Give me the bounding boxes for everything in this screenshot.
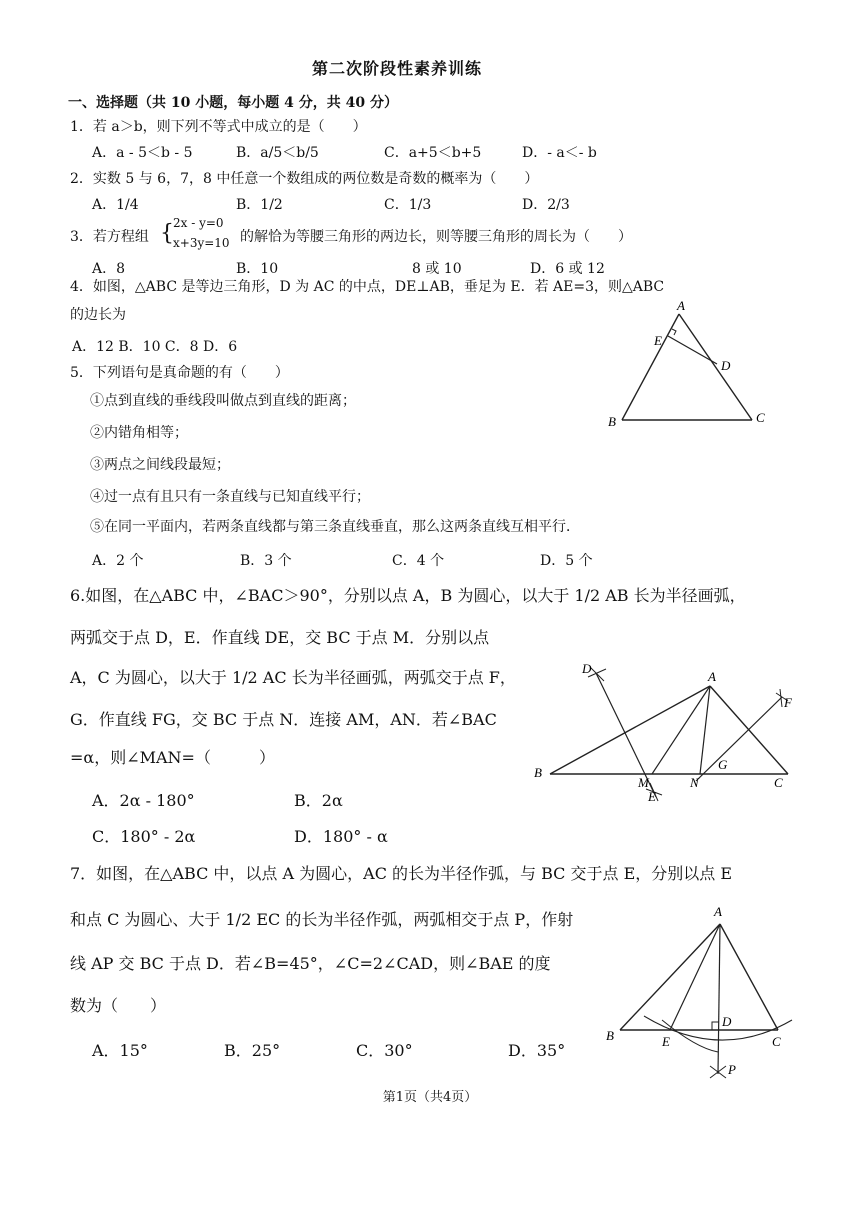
q6-label-g: G [718, 757, 728, 772]
q7-label-p: P [728, 1062, 736, 1077]
q4-label-b: B [608, 414, 616, 429]
q6-line3: A，C 为圆心，以大于 1/2 AC 长为半径画弧，两弧交于点 F， [70, 668, 516, 687]
q4-figure [600, 300, 780, 435]
q3-option-b: B．10 [236, 261, 279, 277]
q6-option-a: A．2α - 180° [92, 791, 195, 810]
q6-line1: 6.如图，在△ABC 中，∠BAC＞90°，分别以点 A，B 为圆心，以大于 1/2 AB 长为半径画弧， [70, 586, 746, 605]
q7-line3: 线 AP 交 BC 于点 D．若∠B=45°，∠C=2∠CAD，则∠BAE 的度 [70, 954, 551, 973]
q4-line1: 4．如图，△ABC 是等边三角形，D 为 AC 的中点，DE⊥AB，垂足为 E．若 AE=3，则△ABC [70, 279, 665, 295]
q5-item-3: ③两点之间线段最短； [90, 457, 230, 473]
q7-line2: 和点 C 为圆心、大于 1/2 EC 的长为半径作弧，两弧相交于点 P，作射 [70, 910, 574, 929]
q4-label-a: A [677, 298, 685, 313]
q6-label-m: M [638, 775, 649, 790]
q7-label-b: B [606, 1028, 614, 1043]
q5-option-b: B．3 个 [240, 553, 292, 569]
q5-stem: 5．下列语句是真命题的有（ ） [70, 365, 289, 381]
q3-brace: { [160, 221, 174, 246]
q6-option-b: B．2α [294, 791, 343, 810]
q1-option-d: D．- a＜- b [522, 145, 597, 161]
q1-stem: 1．若 a＞b，则下列不等式中成立的是（ ） [70, 119, 367, 135]
q4-options: A．12 B．10 C．8 D．6 [72, 339, 238, 355]
q6-option-d: D．180° - α [294, 827, 388, 846]
q6-figure [530, 655, 805, 805]
q1-option-a: A．a - 5＜b - 5 [92, 145, 193, 161]
q7-label-e: E [662, 1034, 670, 1049]
q3-option-d: D．6 或 12 [530, 261, 605, 277]
q7-option-d: D．35° [508, 1041, 566, 1060]
q6-option-c: C．180° - 2α [92, 827, 196, 846]
q7-figure [600, 902, 805, 1087]
q5-item-2: ②内错角相等； [90, 425, 188, 441]
q2-option-c: C．1/3 [384, 197, 432, 213]
q3-equation-2: x+3y=10 [173, 236, 230, 250]
q5-option-c: C．4 个 [392, 553, 445, 569]
q7-line4: 数为（ ） [70, 996, 167, 1015]
q2-option-b: B．1/2 [236, 197, 283, 213]
q4-label-d: D [721, 358, 731, 373]
q2-option-a: A．1/4 [92, 197, 139, 213]
q6-line2: 两弧交于点 D，E．作直线 DE，交 BC 于点 M．分别以点 [70, 628, 490, 647]
q6-label-c: C [774, 775, 783, 790]
q3-option-a: A．8 [92, 261, 126, 277]
q7-option-b: B．25° [224, 1041, 281, 1060]
page-title: 第二次阶段性素养训练 [312, 59, 483, 78]
q4-label-c: C [756, 410, 765, 425]
q7-label-c: C [772, 1034, 781, 1049]
q6-label-e: E [648, 789, 656, 804]
q7-label-d: D [722, 1014, 732, 1029]
q2-stem: 2．实数 5 与 6，7，8 中任意一个数组成的两位数是奇数的概率为（ ） [70, 171, 539, 187]
q2-option-d: D．2/3 [522, 197, 570, 213]
q5-option-a: A．2 个 [92, 553, 144, 569]
q3-equation-1: 2x - y=0 [173, 216, 224, 230]
q1-option-b: B．a/5＜b/5 [236, 145, 319, 161]
q6-label-b: B [534, 765, 542, 780]
q7-label-a: A [714, 904, 722, 919]
q7-option-c: C．30° [356, 1041, 413, 1060]
q4-label-e: E [654, 333, 662, 348]
q5-item-4: ④过一点有且只有一条直线与已知直线平行； [90, 489, 370, 505]
q6-label-n: N [690, 775, 699, 790]
q3-option-c: 8 或 10 [412, 261, 462, 277]
q6-label-f: F [784, 695, 792, 710]
q6-label-d: D [582, 661, 592, 676]
q6-line5: =α，则∠MAN=（ ） [70, 748, 275, 767]
q5-option-d: D．5 个 [540, 553, 593, 569]
q3-stem-prefix: 3．若方程组 [70, 229, 149, 245]
q5-item-5: ⑤在同一平面内，若两条直线都与第三条直线垂直，那么这两条直线互相平行． [90, 519, 580, 535]
q4-line2: 的边长为 [70, 307, 126, 323]
page-footer: 第1页（共4页） [382, 1090, 478, 1105]
q3-stem-suffix: 的解恰为等腰三角形的两边长，则等腰三角形的周长为（ ） [240, 229, 632, 245]
q7-line1: 7．如图，在△ABC 中，以点 A 为圆心，AC 的长为半径作弧，与 BC 交于点 E，分别以点 E [70, 864, 733, 883]
q6-label-a: A [708, 669, 716, 684]
q5-item-1: ①点到直线的垂线段叫做点到直线的距离； [90, 393, 356, 409]
q7-option-a: A．15° [92, 1041, 148, 1060]
q1-option-c: C．a+5＜b+5 [384, 145, 482, 161]
section-heading: 一、选择题（共 10 小题，每小题 4 分，共 40 分） [68, 95, 398, 111]
q6-line4: G．作直线 FG，交 BC 于点 N．连接 AM，AN．若∠BAC [70, 710, 497, 729]
